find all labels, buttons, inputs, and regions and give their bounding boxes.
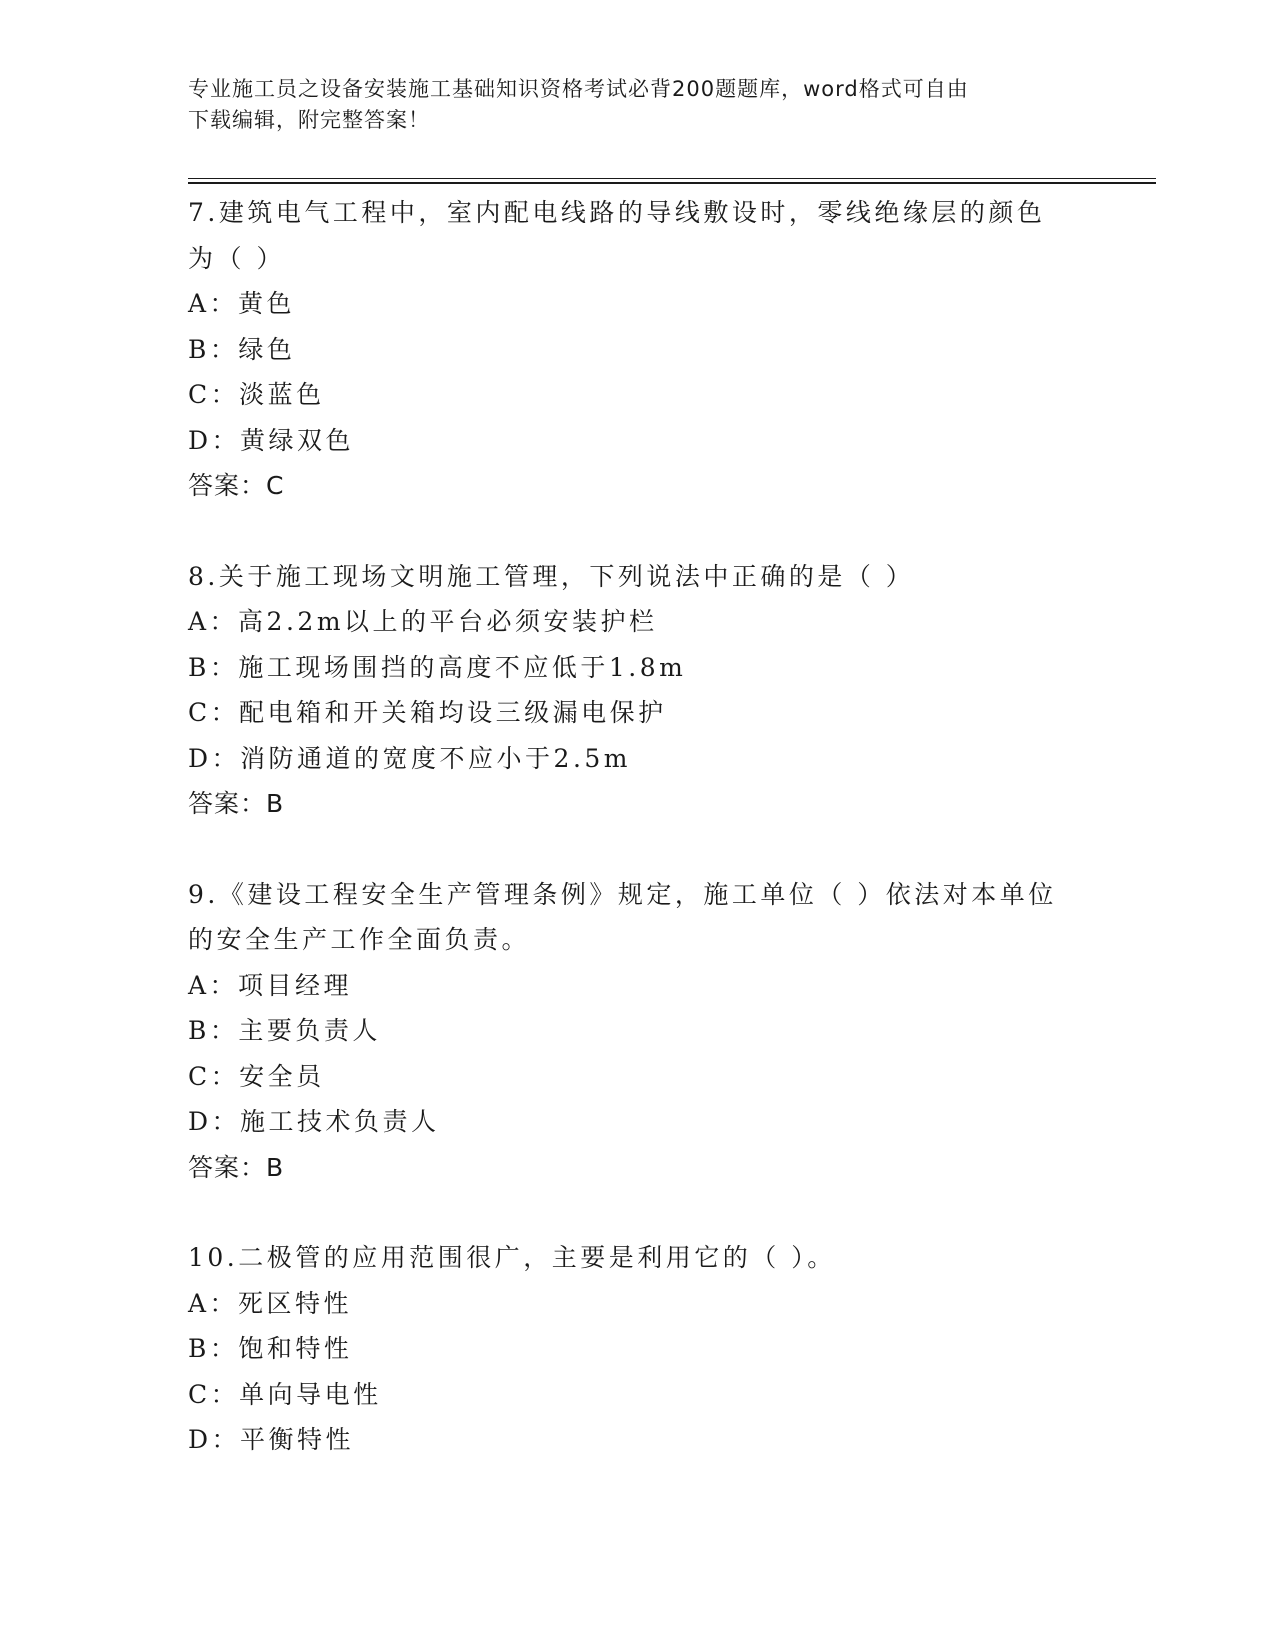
option-a: A：黄色 [188, 289, 296, 318]
option-c: C：单向导电性 [188, 1379, 382, 1409]
question-stem: 9.《建设工程安全生产管理条例》规定，施工单位（ ）依法对本单位 [188, 879, 1057, 909]
option-b: B：施工现场围挡的高度不应低于1.8m [188, 652, 687, 682]
question-spacer [188, 827, 1088, 872]
question-9 [188, 872, 1088, 1191]
option-d: D：施工技术负责人 [188, 1107, 440, 1136]
option-b: B：主要负责人 [188, 1016, 381, 1045]
option-c: C：淡蓝色 [188, 380, 325, 409]
question-stem: 的安全生产工作全面负责。 [188, 925, 531, 954]
option-d: D：消防通道的宽度不应小于2.5m [188, 743, 632, 773]
question-spacer [188, 1190, 1088, 1235]
option-c: C：安全员 [188, 1061, 325, 1091]
question-stem: 10.二极管的应用范围很广，主要是利用它的（ ）。 [188, 1243, 836, 1272]
answer-line: 答案：B [188, 1152, 285, 1182]
option-a: A：项目经理 [188, 970, 353, 1000]
question-10 [188, 1235, 1088, 1463]
option-a: A：死区特性 [188, 1288, 353, 1318]
option-c: C：配电箱和开关箱均设三级漏电保护 [188, 698, 667, 727]
question-stem: 7.建筑电气工程中，室内配电线路的导线敷设时，零线绝缘层的颜色 [188, 198, 1046, 227]
header-title-line-1: 专业施工员之设备安装施工基础知识资格考试必背200题题库，word格式可自由 [188, 77, 969, 101]
option-d: D：平衡特性 [188, 1425, 355, 1454]
question-7 [188, 190, 1088, 509]
header-divider-thick [188, 182, 1156, 184]
document-header [188, 74, 1068, 136]
option-d: D：黄绿双色 [188, 425, 355, 455]
question-list [188, 190, 1088, 1463]
question-stem: 为（ ） [188, 243, 285, 273]
question-stem: 8.关于施工现场文明施工管理，下列说法中正确的是（ ） [188, 561, 915, 591]
header-title-line-2: 下载编辑，附完整答案！ [188, 108, 430, 132]
header-divider-thin [188, 178, 1156, 179]
option-b: B：绿色 [188, 334, 296, 364]
answer-line: 答案：B [188, 789, 285, 818]
question-8 [188, 554, 1088, 827]
question-spacer [188, 509, 1088, 554]
option-a: A：高2.2m以上的平台必须安装护栏 [188, 607, 658, 636]
option-b: B：饱和特性 [188, 1334, 353, 1363]
answer-line: 答案：C [188, 471, 285, 500]
